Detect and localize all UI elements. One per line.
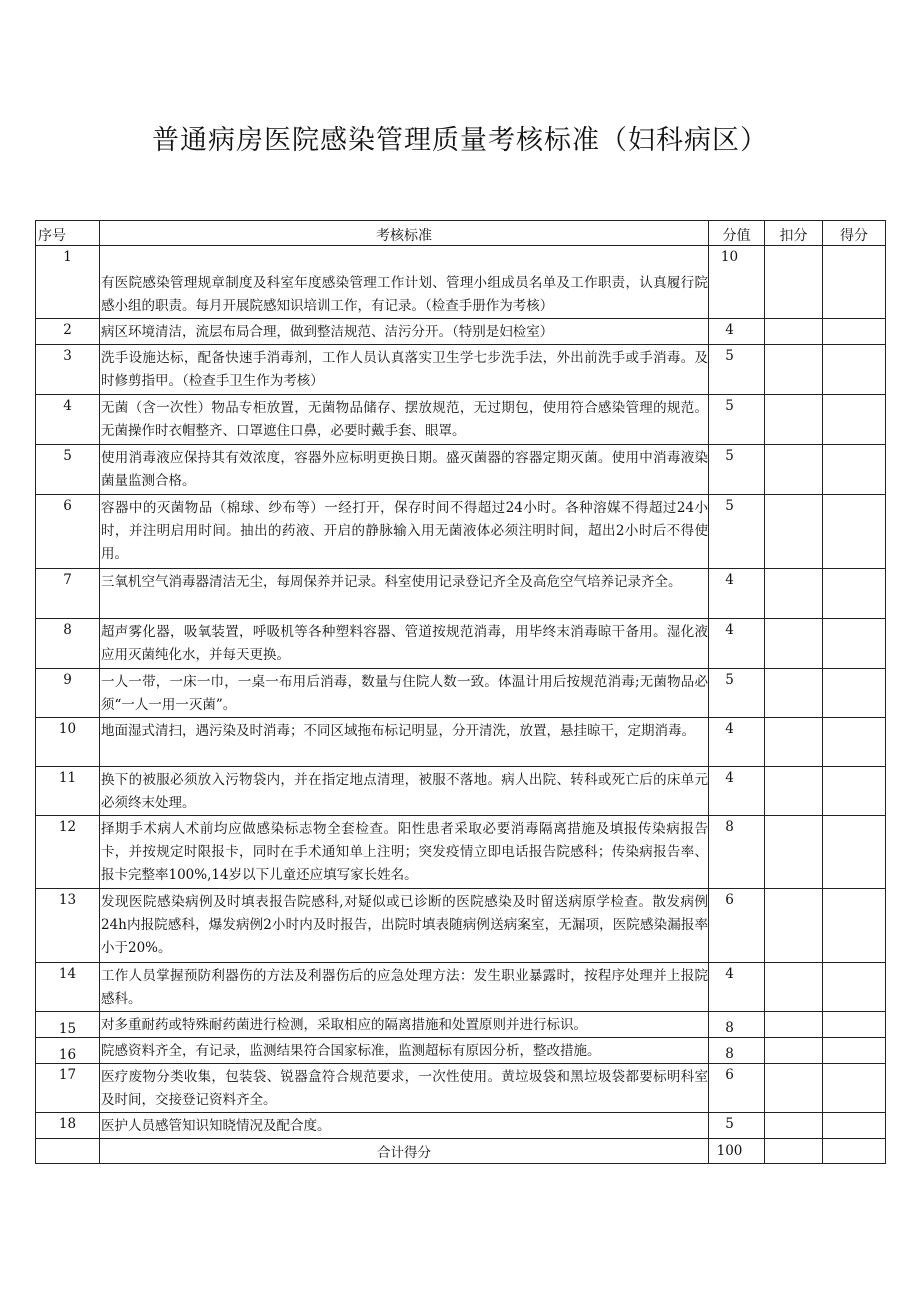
row-seq: 14 [36,963,100,1012]
row-points: 4 [709,767,765,816]
header-row [36,221,886,246]
row-points: 5 [709,495,765,569]
header-score: 得分 [823,221,886,246]
score-cell[interactable] [823,345,886,395]
row-standard: 院感资料齐全，有记录，监测结果符合国家标准，监测超标有原因分析，整改措施。 [100,1038,709,1064]
deduct-cell[interactable] [765,816,823,889]
row-points: 5 [709,395,765,445]
score-cell[interactable] [823,569,886,619]
deduct-cell[interactable] [765,1113,823,1139]
score-cell[interactable] [823,767,886,816]
row-seq: 2 [36,319,100,345]
header-points: 分值 [709,221,765,246]
row-standard: 有医院感染管理规章制度及科室年度感染管理工作计划、管理小组成员名单及工作职责，认真履行院感小组的职责。每月开展院感知识培训工作，有记录。（检查手册作为考核） [100,246,709,319]
score-cell[interactable] [823,246,886,319]
table-row [36,445,886,495]
row-seq: 5 [36,445,100,495]
table-row [36,1064,886,1113]
row-seq: 17 [36,1064,100,1113]
row-seq: 6 [36,495,100,569]
table-row [36,569,886,619]
row-standard: 容器中的灭菌物品（棉球、纱布等）一经打开，保存时间不得超过24小时。各种溶媒不得超过24小时，并注明启用时间。抽出的药液、开启的静脉输入用无菌液体必须注明时间，超出2小时后不得使用。 [100,495,709,569]
deduct-cell[interactable] [765,395,823,445]
score-cell[interactable] [823,816,886,889]
row-seq: 9 [36,669,100,718]
score-cell[interactable] [823,445,886,495]
header-seq: 序号 [36,221,100,246]
table-row [36,1038,886,1064]
row-points: 8 [709,816,765,889]
deduct-cell[interactable] [765,619,823,669]
row-seq: 3 [36,345,100,395]
score-cell[interactable] [823,395,886,445]
table-row [36,246,886,319]
row-standard: 换下的被服必须放入污物袋内，并在指定地点清理，被服不落地。病人出院、转科或死亡后的床单元必须终末处理。 [100,767,709,816]
deduct-cell[interactable] [765,669,823,718]
total-seq-cell [36,1139,100,1164]
row-seq: 10 [36,718,100,767]
score-cell[interactable] [823,1064,886,1113]
row-standard: 病区环境清洁，流层布局合理，做到整洁规范、洁污分开。（特别是妇检室） [100,319,709,345]
header-deduct: 扣分 [765,221,823,246]
row-points: 6 [709,1064,765,1113]
row-seq: 8 [36,619,100,669]
row-seq: 16 [36,1038,100,1064]
total-label: 合计得分 [100,1139,709,1164]
table-row [36,1012,886,1038]
table-row [36,767,886,816]
table-row [36,495,886,569]
row-points: 4 [709,569,765,619]
deduct-cell[interactable] [765,319,823,345]
row-standard: 医疗废物分类收集，包装袋、锐器盒符合规范要求，一次性使用。黄垃圾袋和黑垃圾袋都要标明科室及时间，交接登记资料齐全。 [100,1064,709,1113]
score-cell[interactable] [823,495,886,569]
row-points: 5 [709,445,765,495]
deduct-cell[interactable] [765,445,823,495]
score-cell[interactable] [823,1012,886,1038]
score-cell[interactable] [823,669,886,718]
total-deduct-cell[interactable] [765,1139,823,1164]
deduct-cell[interactable] [765,246,823,319]
deduct-cell[interactable] [765,718,823,767]
row-standard: 发现医院感染病例及时填表报告院感科,对疑似或已诊断的医院感染及时留送病原学检查。散发病例24h内报院感科，爆发病例2小时内及时报告，出院时填表随病例送病案室，无漏项，医院感染漏报率小于20%。 [100,889,709,963]
row-seq: 13 [36,889,100,963]
table-row [36,669,886,718]
row-standard: 医护人员感管知识知晓情况及配合度。 [100,1113,709,1139]
row-points: 8 [709,1038,765,1064]
score-cell[interactable] [823,889,886,963]
score-cell[interactable] [823,319,886,345]
score-cell[interactable] [823,718,886,767]
row-points: 5 [709,669,765,718]
row-seq: 7 [36,569,100,619]
row-points: 4 [709,718,765,767]
deduct-cell[interactable] [765,495,823,569]
row-points: 8 [709,1012,765,1038]
table-row [36,889,886,963]
total-score-cell[interactable] [823,1139,886,1164]
row-standard: 工作人员掌握预防利器伤的方法及利器伤后的应急处理方法：发生职业暴露时，按程序处理并上报院感科。 [100,963,709,1012]
deduct-cell[interactable] [765,345,823,395]
row-points: 4 [709,319,765,345]
row-seq: 15 [36,1012,100,1038]
score-cell[interactable] [823,619,886,669]
row-seq: 1 [36,246,100,319]
assessment-table [35,220,886,1164]
table-row [36,816,886,889]
score-cell[interactable] [823,1113,886,1139]
header-standard: 考核标准 [100,221,709,246]
row-standard: 择期手术病人术前均应做感染标志物全套检查。阳性患者采取必要消毒隔离措施及填报传染病报告卡，并按规定时限报卡，同时在手术通知单上注明；突发疫情立即电话报告院感科；传染病报告率、报卡完整率100%,14岁以下儿童还应填写家长姓名。 [100,816,709,889]
row-standard: 对多重耐药或特殊耐药菌进行检测，采取相应的隔离措施和处置原则并进行标识。 [100,1012,709,1038]
total-row [36,1139,886,1164]
row-points: 6 [709,889,765,963]
deduct-cell[interactable] [765,767,823,816]
table-row [36,319,886,345]
table-row [36,345,886,395]
deduct-cell[interactable] [765,1012,823,1038]
deduct-cell[interactable] [765,889,823,963]
page-title: 普通病房医院感染管理质量考核标准（妇科病区） [152,125,768,156]
row-standard: 使用消毒液应保持其有效浓度，容器外应标明更换日期。盛灭菌器的容器定期灭菌。使用中消毒液染菌量监测合格。 [100,445,709,495]
table-row [36,619,886,669]
table-row [36,1113,886,1139]
deduct-cell[interactable] [765,963,823,1012]
row-standard: 一人一带，一床一巾，一桌一布用后消毒，数量与住院人数一致。体温计用后按规范消毒;无菌物品必须“一人一用一灭菌”。 [100,669,709,718]
row-seq: 11 [36,767,100,816]
score-cell[interactable] [823,963,886,1012]
total-points: 100 [709,1139,765,1164]
row-standard: 超声雾化器，吸氧装置，呼吸机等各种塑料容器、管道按规范消毒，用毕终末消毒晾干备用。湿化液应用灭菌纯化水，并每天更换。 [100,619,709,669]
row-seq: 12 [36,816,100,889]
table-row [36,963,886,1012]
row-points: 5 [709,345,765,395]
row-points: 10 [709,246,765,319]
row-standard: 洗手设施达标，配备快速手消毒剂，工作人员认真落实卫生学七步洗手法，外出前洗手或手消毒。及时修剪指甲。（检查手卫生作为考核） [100,345,709,395]
deduct-cell[interactable] [765,1064,823,1113]
row-standard: 地面湿式清扫，遇污染及时消毒；不同区域拖布标记明显，分开清洗，放置，悬挂晾干，定期消毒。 [100,718,709,767]
row-points: 4 [709,963,765,1012]
deduct-cell[interactable] [765,1038,823,1064]
score-cell[interactable] [823,1038,886,1064]
row-standard: 三氧机空气消毒器清洁无尘，每周保养并记录。科室使用记录登记齐全及高危空气培养记录齐全。 [100,569,709,619]
row-points: 5 [709,1113,765,1139]
row-seq: 4 [36,395,100,445]
row-standard: 无菌（含一次性）物品专柜放置，无菌物品储存、摆放规范，无过期包，使用符合感染管理的规范。无菌操作时衣帽整齐、口罩遮住口鼻，必要时戴手套、眼罩。 [100,395,709,445]
row-seq: 18 [36,1113,100,1139]
table-row [36,718,886,767]
deduct-cell[interactable] [765,569,823,619]
row-points: 4 [709,619,765,669]
table-row [36,395,886,445]
